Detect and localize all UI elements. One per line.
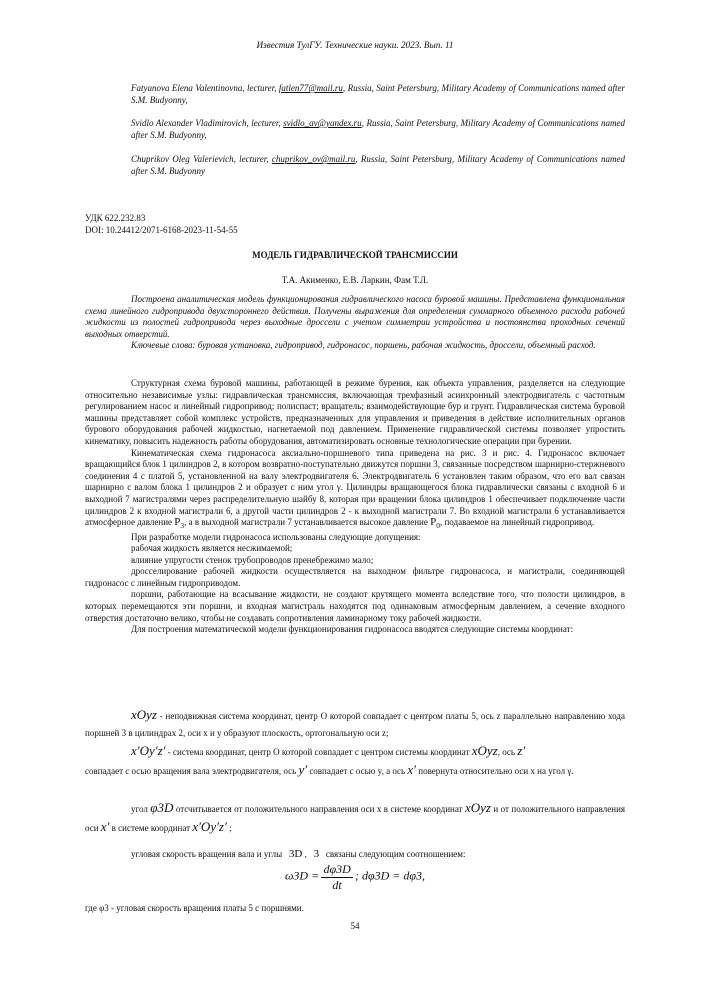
running-header: Известия ТулГУ. Технические науки. 2023. Вып. 11 (256, 40, 454, 50)
math-symbol: z′ (517, 743, 526, 758)
formula-fraction: $\frac{d\varphi 3D}{dt}$ (323, 862, 351, 892)
coord-system-2: x′Oy′z′ - система координат, центр O которой совпадает с центром системы координат xOyz, ось z′ совпадает с осью вращения вала электродвигателя, ось y′ совпадает с осью y, а ось x′ повернута относительно оси x на угол γ. (85, 743, 574, 777)
paragraph: Для построения математической модели функционирования гидронасоса вводятся следующие системы координат: (131, 624, 574, 635)
keywords: Ключевые слова: буровая установка, гидропривод, гидронасос, поршень, рабочая жидкость, дроссели, объемный расход. (131, 340, 596, 351)
formula (85, 862, 625, 893)
author-email-link[interactable]: fatlen77@mail.ru (278, 83, 343, 93)
coord-system-1 (85, 706, 625, 742)
paragraph: Структурная схема буровой машины, работающей в режиме бурения, как объекта управления, разделяется на следующие относительно независимые узлы: гидравлическая трансмиссия, включающая трехфазный асинхронный электродвигатель с частотным регулированием насос и линейный гидропривод; полиспаст; вращатель; взаимодействующие бур и грунт. Гидравлическая система буровой машины представляет собой комплекс устройств, предназначенных для управления и приведения в действие исполнительных органов бурового оборудования рабочей жидкостью, нагнетаемой под давлением. Применение гидравлической системы позволяет упростить кинематику, повысить надежность работы оборудования, автоматизировать основные технологические операции при бурении. (85, 378, 625, 446)
author-affiliation: , Russia, Saint Petersburg, Military Academy of Communications named after S.M. Budyonny (131, 154, 625, 176)
math-symbol: xOyz (471, 743, 498, 758)
abstract (85, 294, 625, 352)
author-name: Svidlo Alexander Vladimirovich, lecturer, (131, 118, 284, 128)
math-symbol: x′Oy′z′ (131, 743, 166, 758)
body-text (85, 378, 625, 636)
angle-definition: угол φ3D отсчитывается от положительного направления оси x в системе координат xOyz и от положительного направления оси x′ в системе координат x′Oy′z′ ; (85, 800, 626, 834)
math-symbol: x′Oy′z′ (192, 819, 227, 834)
doi[interactable]: DOI: 10.24412/2071-6168-2023-11-54-55 (85, 225, 238, 235)
page-number: 54 (350, 921, 360, 931)
formula-rhs: ; dφ3D = dφ3, (355, 868, 426, 883)
author-email-link[interactable]: chuprikov_ov@mail.ru (271, 154, 356, 164)
author-affiliation-2 (85, 117, 625, 141)
author-affiliation: , Russia, Saint Petersburg, Military Academy of Communications named after S.M. Budyonny, (131, 118, 625, 140)
where-clause: где φ3 - угловая скорость вращения платы 5 с поршнями. (85, 903, 304, 913)
author-affiliation-1 (85, 82, 625, 106)
math-symbol: y′ (298, 762, 308, 777)
list-item: влияние упругости стенок трубопроводов пренебрежимо мало; (131, 554, 374, 565)
author-email-link[interactable]: svidlo_av@yandex.ru (283, 118, 362, 128)
list-item: рабочая жидкость является несжимаемой; (131, 543, 293, 554)
definition-text: - неподвижная система координат, центр O которой совпадает с центром платы 5, ось z параллельно направлению хода поршней 3 в цилиндрах 2, оси x и y образуют плоскость, ортогональную оси z; (85, 711, 625, 738)
math-symbol: xOyz (464, 800, 491, 815)
paragraph: Кинематическая схема гидронасоса аксиально-поршневого типа приведена на рис. 3 и рис. 4. Гидронасос включает вращающийся блок 1 цилиндров 2, в котором возвратно-поступательно движутся поршни 3, связанные посредством шарнирно-стержневого соединения 4 с платой 5, установленной на валу электродвигателя 6. Электродвигатель 6 установлен таким образом, что его вал связан шарнирно с валом блока 1 цилиндров 2 и образует с ним угол γ. Цилиндры вращающегося блока гидравлически связаны с входной 6 и выходной 7 магистралями через распределительную шайбу 8, которая при вращении блока цилиндров 1 обеспечивает подключение части цилиндров 2 к входной магистрали 6, а другой части цилиндров 2 - к выходной магистрали 7. Во входной магистрали 6 устанавливается атмосферное давление $P_3$, а в выходной магистрали 7 устанавливается высокое давление $P_0$, подаваемое на линейный гидропривод. (85, 447, 625, 530)
author-affiliation: , Russia, Saint Petersburg, Military Academy of Communications named after S.M. Budyonny, (131, 83, 625, 105)
math-symbol: x′ (100, 819, 110, 834)
article-title: МОДЕЛЬ ГИДРАВЛИЧЕСКОЙ ТРАНСМИССИИ (252, 250, 458, 260)
math-symbol: xOyz (131, 707, 157, 722)
paragraph: При разработке модели гидронасоса использованы следующие допущения: (131, 531, 421, 542)
article-authors: Т.А. Акименко, Е.В. Ларкин, Фам Т.Л. (281, 275, 429, 285)
math-symbol: x′ (407, 762, 417, 777)
udk-code: УДК 622.232.83 (85, 213, 146, 223)
abstract-text: Построена аналитическая модель функционирования гидравлического насоса буровой машины. Представлена функциональная схема линейного гидропривода двухстороннего действия. Получены выражения для определения суммарного объемного расхода рабочей жидкости из полостей гидропривода через выходные дроссели с учетом симметрии устройства и постоянства проходных сечений выходных отверстий. (85, 294, 625, 339)
list-item: поршни, работающие на всасывание жидкости, не создают крутящего момента вследствие того, что полости цилиндров, в которых перемещаются эти поршни, и входная магистраль находятся под одинаковым атмосферным давлением, а сечение входного отверстия достаточно велико, чтобы не создавать сопротивления ламинарному току рабочей жидкости. (85, 589, 625, 623)
formula-lhs: ω3D = (284, 868, 320, 883)
author-affiliation-3 (85, 153, 625, 177)
speed-relation-intro: угловая скорость вращения вала и углы 3D , 3 связаны следующим соотношением: (131, 848, 466, 860)
author-name: Fatyanova Elena Valentinovna, lecturer, (131, 83, 279, 93)
author-name: Chuprikov Oleg Valerievich, lecturer, (131, 154, 272, 164)
math-symbol: φ3D (150, 800, 174, 815)
list-item: дросселирование рабочей жидкости осуществляется на выходном фильтре гидронасоса, и магистрали, соединяющей гидронасос с линейным гидроприводом. (85, 566, 625, 588)
